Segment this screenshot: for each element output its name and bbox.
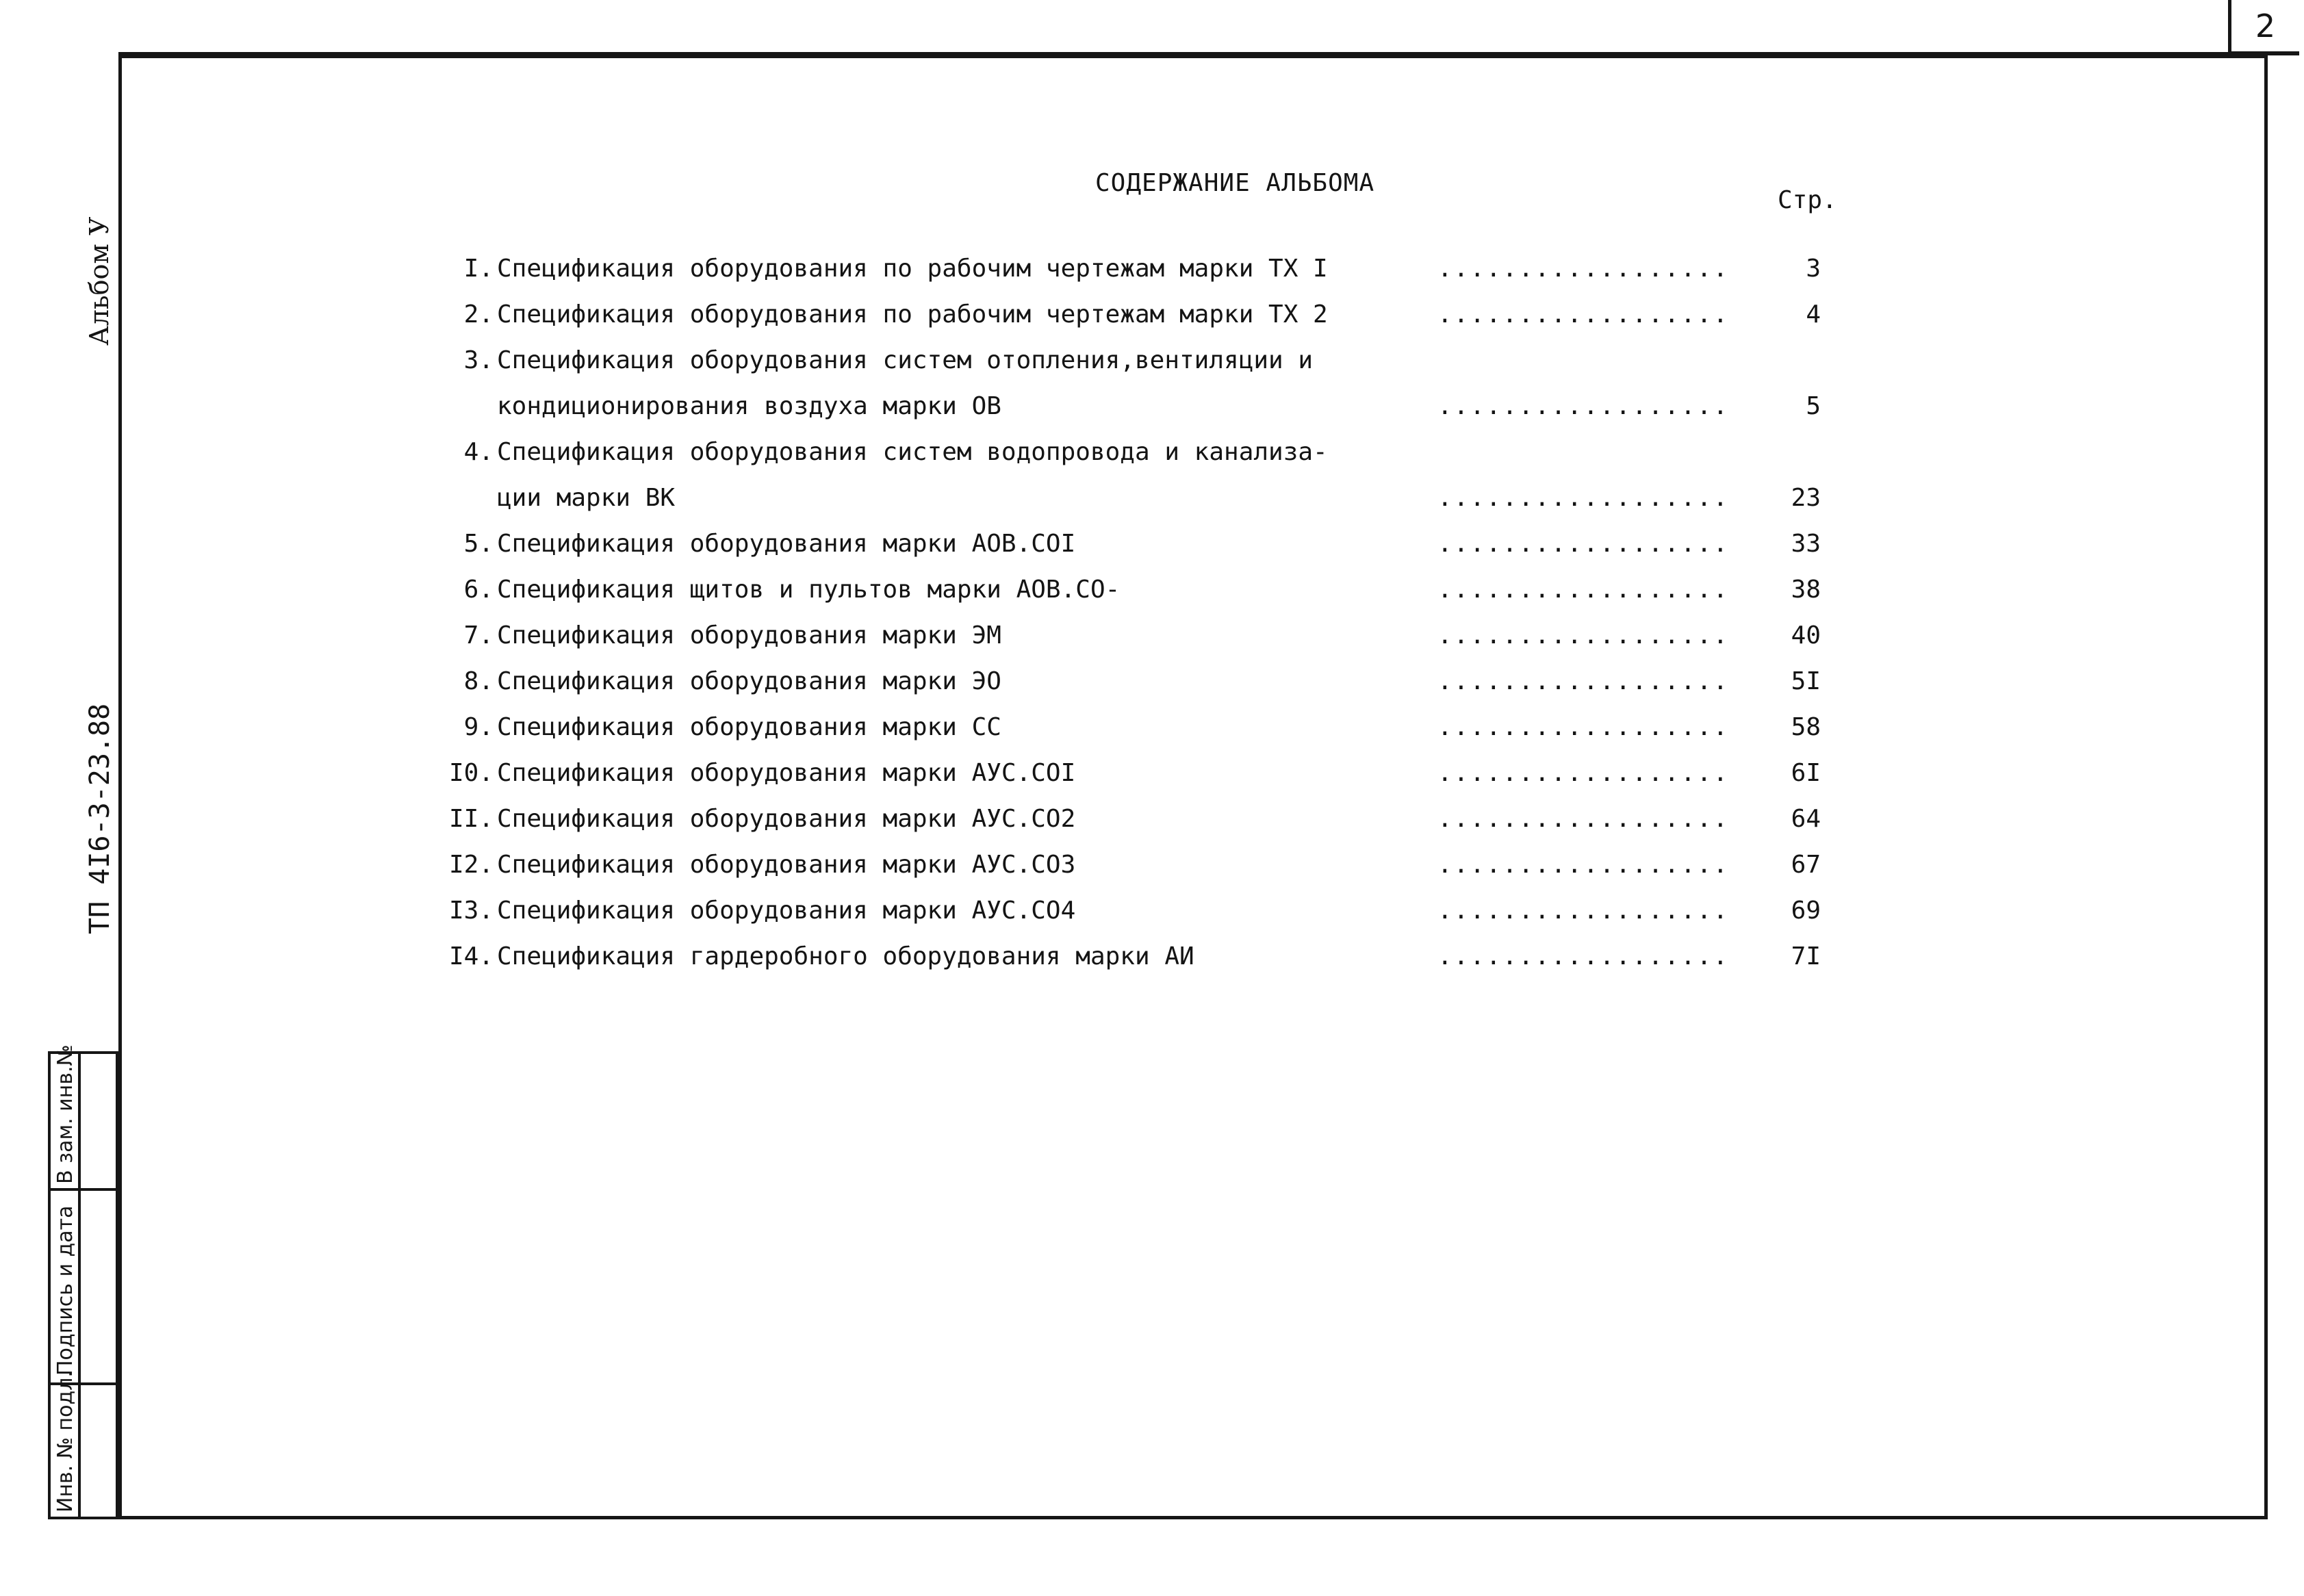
toc-item-number: I2. bbox=[448, 851, 494, 879]
toc-page-number: 6I bbox=[1791, 759, 1821, 787]
toc-item-number: 7. bbox=[463, 621, 494, 649]
toc-item-text: Спецификация оборудования марки АУС.СО3 bbox=[497, 851, 1076, 879]
stamp-label-inv: Инв. № подл. bbox=[53, 1371, 77, 1513]
toc-item-text: Спецификация оборудования систем отопления,вентиляции и bbox=[497, 346, 1314, 374]
toc-page-number: 5I bbox=[1791, 667, 1821, 695]
toc-item-number: II. bbox=[448, 805, 494, 833]
toc-page-number: 7I bbox=[1791, 942, 1821, 970]
page-title: СОДЕРЖАНИЕ АЛЬБОМА bbox=[1095, 169, 1375, 197]
toc-item-text: кондиционирования воздуха марки ОВ bbox=[497, 392, 1001, 420]
toc-item-text: Спецификация оборудования марки ЭО bbox=[497, 667, 1001, 695]
toc-page-number: 38 bbox=[1791, 576, 1821, 604]
toc-leader-dots: .................. bbox=[1437, 851, 1730, 879]
toc-item-text: Спецификация щитов и пультов марки АОВ.СО- bbox=[497, 576, 1121, 604]
album-label: Альбом У bbox=[84, 216, 114, 346]
page-column-header: Стр. bbox=[1778, 186, 1837, 214]
toc-item-text: ции марки ВК bbox=[497, 484, 676, 512]
toc-item-text: Спецификация гардеробного оборудования марки АИ bbox=[497, 942, 1194, 970]
toc-page-number: 64 bbox=[1791, 805, 1821, 833]
toc-item-text: Спецификация оборудования по рабочим чертежам марки ТХ 2 bbox=[497, 300, 1328, 329]
toc-leader-dots: .................. bbox=[1437, 759, 1730, 787]
page-number: 2 bbox=[2228, 0, 2299, 55]
project-code: ТП 4I6-3-23.88 bbox=[84, 703, 116, 934]
toc-page-number: 40 bbox=[1791, 621, 1821, 649]
toc-leader-dots: .................. bbox=[1437, 576, 1730, 604]
inventory-stamp bbox=[48, 1044, 118, 1519]
toc-item-number: 9. bbox=[463, 713, 494, 741]
toc-item-number: 3. bbox=[463, 346, 494, 374]
toc-leader-dots: .................. bbox=[1437, 805, 1730, 833]
toc-page-number: 4 bbox=[1806, 300, 1821, 329]
toc-leader-dots: .................. bbox=[1437, 530, 1730, 558]
toc-page-number: 33 bbox=[1791, 530, 1821, 558]
toc-leader-dots: .................. bbox=[1437, 255, 1730, 283]
toc-page-number: 58 bbox=[1791, 713, 1821, 741]
stamp-divider bbox=[78, 1054, 81, 1517]
toc-item-text: Спецификация оборудования марки СС bbox=[497, 713, 1001, 741]
toc-item-number: I. bbox=[463, 255, 494, 283]
toc-item-text: Спецификация оборудования марки АУС.СО4 bbox=[497, 897, 1076, 925]
toc-item-text: Спецификация оборудования марки АОВ.СОI bbox=[497, 530, 1076, 558]
toc-page-number: 67 bbox=[1791, 851, 1821, 879]
toc-page-number: 5 bbox=[1806, 392, 1821, 420]
toc-item-number: 2. bbox=[463, 300, 494, 329]
toc-item-number: 5. bbox=[463, 530, 494, 558]
toc-item-text: Спецификация оборудования марки АУС.СО2 bbox=[497, 805, 1076, 833]
toc-leader-dots: .................. bbox=[1437, 667, 1730, 695]
toc-page-number: 3 bbox=[1806, 255, 1821, 283]
toc-item-number: I0. bbox=[448, 759, 494, 787]
toc-leader-dots: .................. bbox=[1437, 392, 1730, 420]
toc-leader-dots: .................. bbox=[1437, 621, 1730, 649]
toc-leader-dots: .................. bbox=[1437, 300, 1730, 329]
toc-leader-dots: .................. bbox=[1437, 713, 1730, 741]
toc-leader-dots: .................. bbox=[1437, 942, 1730, 970]
toc-item-number: 4. bbox=[463, 438, 494, 466]
toc-leader-dots: .................. bbox=[1437, 484, 1730, 512]
toc-item-text: Спецификация оборудования марки ЭМ bbox=[497, 621, 1001, 649]
toc-leader-dots: .................. bbox=[1437, 897, 1730, 925]
toc-item-text: Спецификация оборудования систем водопровода и канализа- bbox=[497, 438, 1328, 466]
toc-item-number: I3. bbox=[448, 897, 494, 925]
stamp-label-replace: В зам. инв.№ bbox=[53, 1044, 77, 1184]
stamp-label-sign: Подпись и дата bbox=[53, 1205, 77, 1376]
toc-item-number: 8. bbox=[463, 667, 494, 695]
toc-page-number: 69 bbox=[1791, 897, 1821, 925]
toc-page-number: 23 bbox=[1791, 484, 1821, 512]
stamp-divider bbox=[51, 1188, 116, 1191]
toc-item-number: 6. bbox=[463, 576, 494, 604]
toc-item-text: Спецификация оборудования по рабочим чертежам марки ТХ I bbox=[497, 255, 1328, 283]
toc-item-text: Спецификация оборудования марки АУС.СОI bbox=[497, 759, 1076, 787]
toc-item-number: I4. bbox=[448, 942, 494, 970]
